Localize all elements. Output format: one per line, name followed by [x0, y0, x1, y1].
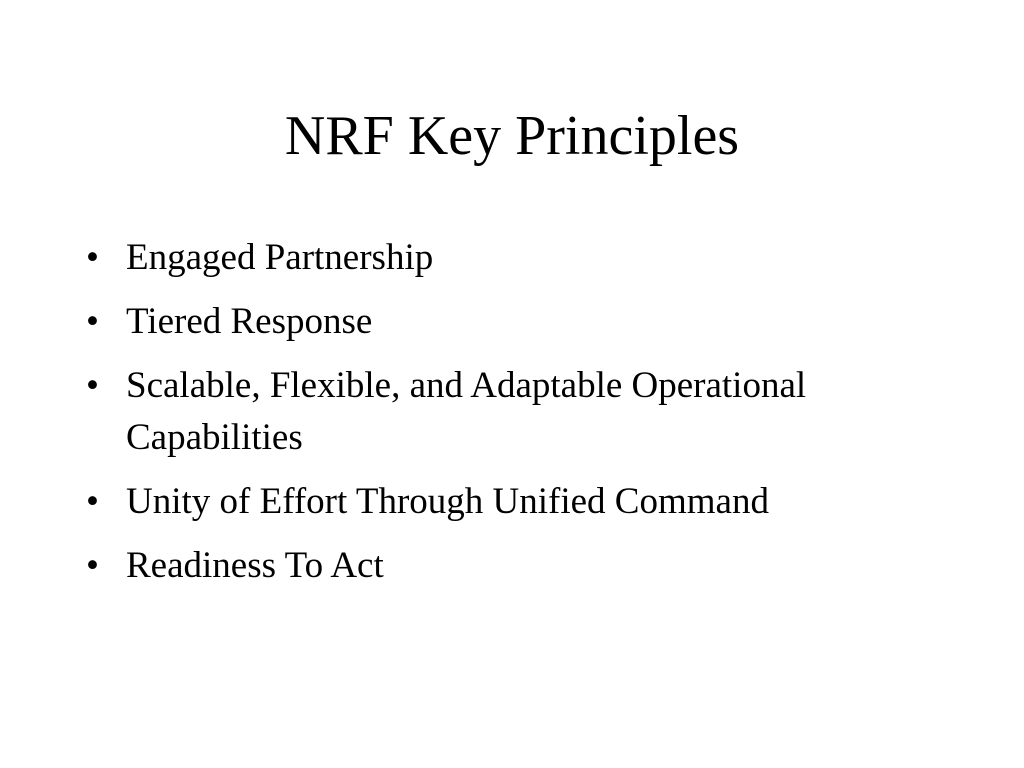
bullet-icon: • [86, 301, 99, 342]
bullet-item-unity-of-effort [86, 476, 966, 528]
bullet-item-operational-capabilities [86, 360, 966, 464]
bullet-text: Tiered Response [126, 301, 373, 342]
slide-title: NRF Key Principles [284, 105, 740, 167]
bullet-icon: • [86, 237, 99, 278]
bullet-text: Readiness To Act [126, 545, 384, 586]
bullet-list [86, 232, 966, 604]
bullet-icon: • [86, 481, 99, 522]
bullet-item-engaged-partnership [86, 232, 966, 284]
bullet-text: Scalable, Flexible, and Adaptable Operational Capabilities [126, 365, 807, 458]
bullet-item-tiered-response [86, 296, 966, 348]
bullet-text: Engaged Partnership [126, 237, 434, 278]
bullet-item-readiness-to-act [86, 540, 966, 592]
bullet-icon: • [86, 545, 99, 586]
bullet-icon: • [86, 365, 99, 406]
bullet-text: Unity of Effort Through Unified Command [126, 481, 769, 522]
